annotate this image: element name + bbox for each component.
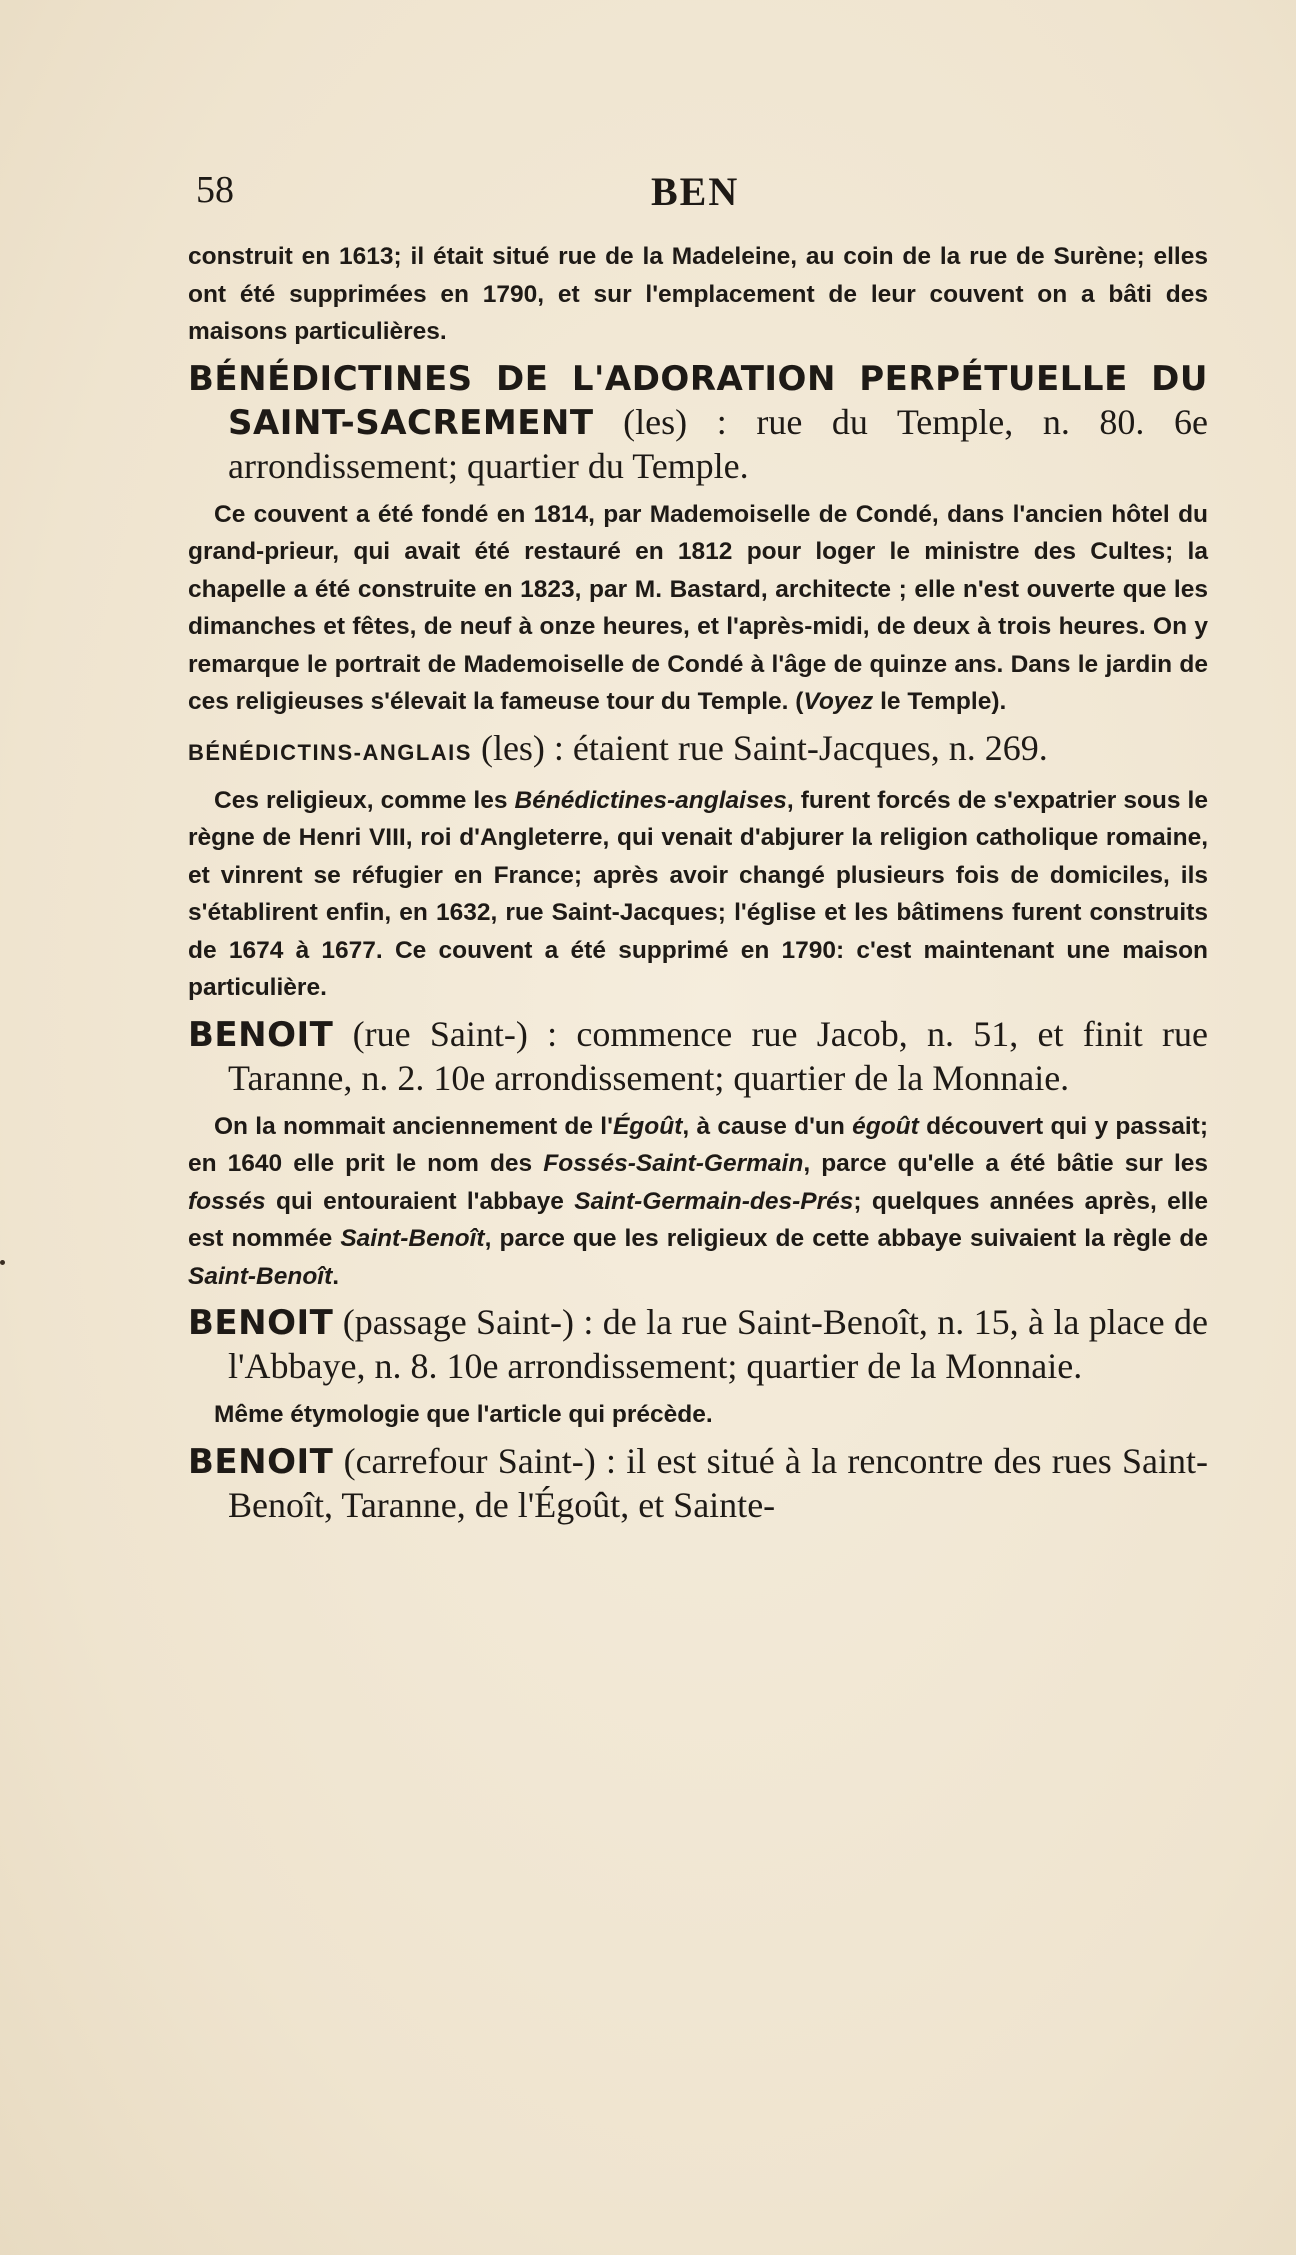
italic-text: Fossés-Saint-Germain: [543, 1150, 804, 1177]
paragraph-anglais-history: [188, 782, 1208, 1007]
paragraph-text: Ce couvent a été fondé en 1814, par Mademoiselle de Condé, dans l'ancien hôtel du grand-prieur, qui avait été restauré en 1812 pour loger le ministre des Cultes; la chapelle a été construite en 1823, par M. Bastard, architecte ; elle n'est ouverte que les dimanches et fêtes, de neuf à onze heures, et l'après-midi, de deux à trois heures. On y remarque le portrait de Mademoiselle de Condé à l'âge de quinze ans. Dans le jardin de ces religieuses s'élevait la fameuse tour du Temple. (: [188, 500, 1208, 715]
entry-heading: BENOIT: [188, 1441, 334, 1482]
text: .: [332, 1262, 340, 1290]
text: , à cause d'un: [682, 1112, 853, 1140]
paragraph-text: Ces religieux, comme les: [214, 786, 515, 814]
paragraph-passage-note: Même étymologie que l'article qui précède.: [214, 1401, 713, 1428]
entry-heading: BÉNÉDICTINS-ANGLAIS: [188, 739, 472, 765]
entry-benoit-rue: [188, 1013, 1208, 1100]
entry-heading: BENOIT: [188, 1014, 334, 1055]
italic-text: fossés: [188, 1187, 266, 1215]
entry-text: (les) : rue du Temple, n. 80. 6e arrondissement; quartier du Temple.: [228, 401, 1208, 486]
entry-text: (les) : étaient rue Saint-Jacques, n. 269.: [471, 727, 1048, 768]
paragraph-italic: Voyez: [803, 688, 874, 715]
continued-paragraph: construit en 1613; il était situé rue de la Madeleine, au coin de la rue de Surène; elles ont été supprimées en 1790, et sur l'emplacement de leur couvent on a bâti des maisons particulières.: [188, 243, 1208, 345]
paragraph-italic: Bénédictines-anglaises: [514, 786, 787, 814]
italic-text: égoût: [852, 1112, 919, 1140]
entry-text: (passage Saint-) : de la rue Saint-Benoît, n. 15, à la place de l'Abbaye, n. 8. 10e arrondissement; quartier de la Monnaie.: [228, 1302, 1208, 1386]
text: découvert qui y passait; en 1640 elle prit le nom des: [188, 1112, 1209, 1177]
italic-text: Saint-Benoît: [188, 1262, 333, 1290]
text: On la nommait anciennement de l': [214, 1112, 613, 1140]
text: , parce que les religieux de cette abbaye suivaient la règle de: [484, 1225, 1208, 1252]
page-number: 58: [196, 169, 234, 211]
running-head: BEN: [651, 169, 740, 214]
italic-text: Saint-Germain-des-Prés: [574, 1187, 854, 1215]
italic-text: Égoût: [612, 1112, 683, 1140]
paragraph-convent-history: [188, 496, 1208, 721]
ink-spot: [0, 1260, 5, 1265]
text: , parce qu'elle a été bâtie sur les: [803, 1150, 1208, 1177]
entry-text: (rue Saint-) : commence rue Jacob, n. 51, et finit rue Taranne, n. 2. 10e arrondissement; quartier de la Monnaie.: [228, 1013, 1208, 1098]
entry-text: (carrefour Saint-) : il est situé à la rencontre des rues Saint-Benoît, Taranne, de l'Égoût, et Sainte-: [228, 1440, 1208, 1525]
paragraph-text-end: , furent forcés de s'expatrier sous le règne de Henri VIII, roi d'Angleterre, qui venait d'abjurer la religion catholique romaine, et vinrent se réfugier en France; après avoir changé plusieurs fois de domiciles, ils s'établirent enfin, en 1632, rue Saint-Jacques; l'église et les bâtimens furent construits de 1674 à 1677. Ce couvent a été supprimé en 1790: c'est maintenant une maison particulière.: [188, 786, 1208, 1001]
entry-heading: BÉNÉDICTINES DE L'ADORATION PERPÉTUELLE DU SAINT-SACREMENT: [188, 358, 1208, 443]
paragraph-text-end: le Temple).: [873, 688, 1007, 715]
text: qui entouraient l'abbaye: [265, 1187, 575, 1215]
text: ; quelques années après, elle est nommée: [188, 1187, 1208, 1252]
italic-text: Saint-Benoît: [340, 1225, 485, 1252]
entry-heading: BENOIT: [188, 1303, 334, 1343]
page-header: [196, 168, 1206, 218]
page-body: [188, 238, 1208, 1535]
entry-benedictines-adoration: [188, 357, 1208, 488]
paragraph-benoit-etymology: [188, 1108, 1208, 1296]
entry-benoit-carrefour: [188, 1440, 1208, 1527]
entry-benoit-passage: [188, 1301, 1208, 1388]
entry-benedictins-anglais: [188, 727, 1208, 774]
